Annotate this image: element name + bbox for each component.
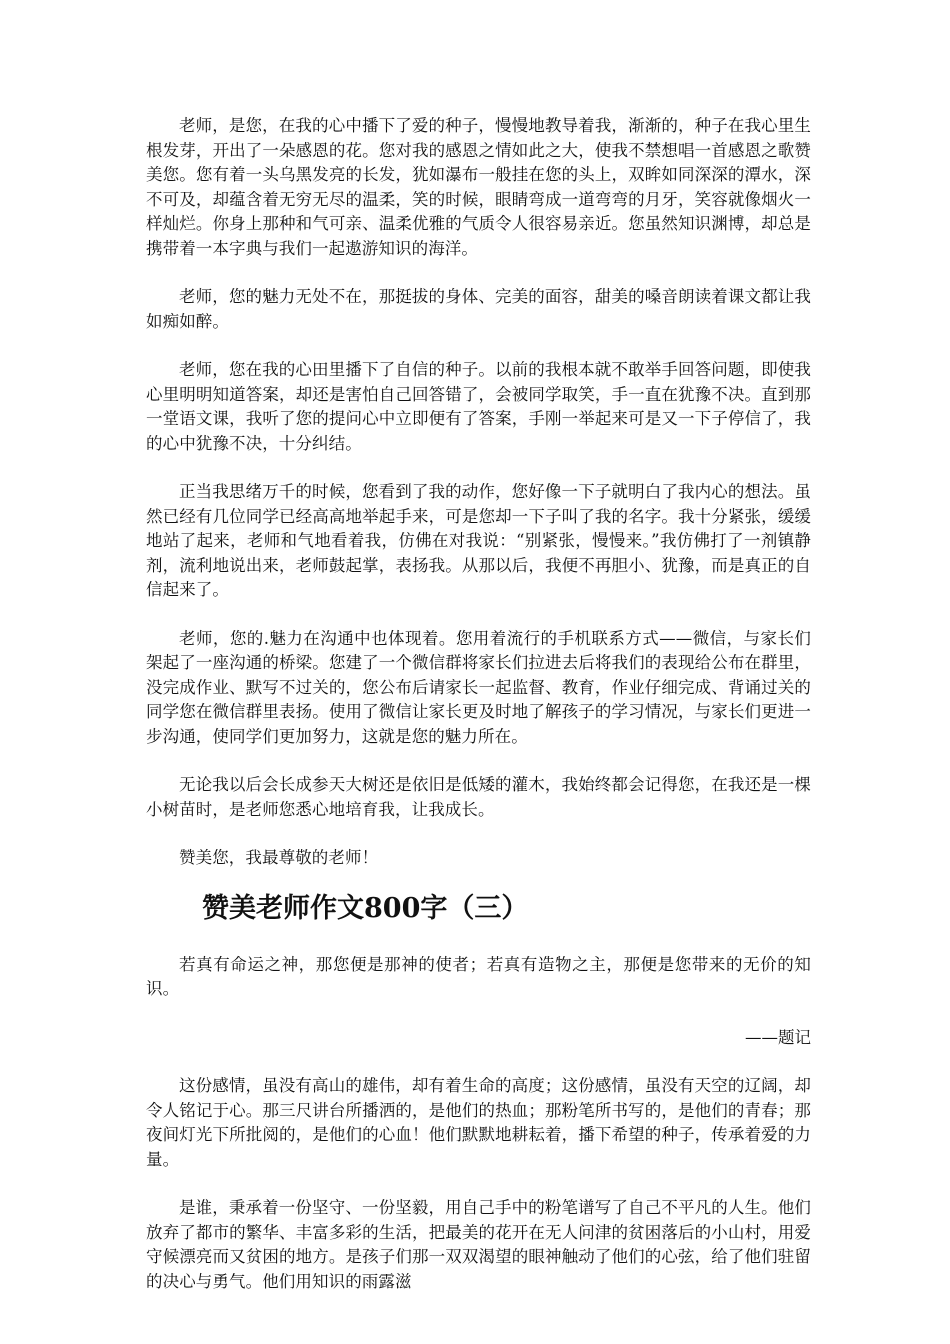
closing-line: 赞美您，我最尊敬的老师！ bbox=[179, 848, 379, 867]
paragraph-gap bbox=[146, 749, 811, 773]
epigraph: 若真有命运之神，那您便是那神的使者；若真有造物之主，那便是您带来的无价的知识。 bbox=[146, 954, 811, 998]
paragraph-gap bbox=[146, 334, 811, 358]
paragraph: 无论我以后会长成参天大树还是依旧是低矮的灌木，我始终都会记得您，在我还是一棵小树苗时，是老师您悉心地培育我，让我成长。 bbox=[146, 775, 811, 819]
epigraph-source: ——题记 bbox=[745, 1027, 811, 1047]
paragraph: 是谁，秉承着一份坚守、一份坚毅，用自己手中的粉笔谱写了自己不平凡的人生。他们放弃了都市的繁华、丰富多彩的生活，把最美的花开在无人问津的贫困落后的小山村，用爱守候漂亮而又贫困的地方。是孩子们那一双双渴望的眼神触动了他们的心弦，给了他们驻留的决心与勇气。他们用知识的雨露滋 bbox=[146, 1198, 811, 1291]
section-heading: 赞美老师作文800字（三） bbox=[202, 892, 529, 924]
paragraph: 正当我思绪万千的时候，您看到了我的动作，您好像一下子就明白了我内心的想法。虽然已经有几位同学已经高高地举起手来，可是您却一下子叫了我的名字。我十分紧张，缓缓地站了起来，老师和气地看着我，仿佛在对我说：“别紧张，慢慢来。”我仿佛打了一剂镇静剂，流利地说出来，老师鼓起掌，表扬我。从那以后，我便不再胆小、犹豫，而是真正的自信起来了。 bbox=[146, 482, 811, 599]
paragraph-gap bbox=[146, 1002, 811, 1026]
paragraph: 老师，您的魅力无处不在，那挺拔的身体、完美的面容，甜美的嗓音朗读着课文都让我如痴如醉。 bbox=[146, 287, 811, 331]
paragraph-gap bbox=[146, 603, 811, 627]
paragraph: 老师，您的.魅力在沟通中也体现着。您用着流行的手机联系方式——微信，与家长们架起了一座沟通的桥梁。您建了一个微信群将家长们拉进去后将我们的表现给公布在群里，没完成作业、默写不过关的，您公布后请家长一起监督、教育，作业仔细完成、背诵过关的同学您在微信群里表扬。使用了微信让家长更及时地了解孩子的学习情况，与家长们更进一步沟通，使同学们更加努力，这就是您的魅力所在。 bbox=[146, 628, 811, 746]
document-body bbox=[146, 114, 811, 1294]
paragraph-gap bbox=[146, 261, 811, 285]
paragraph-gap bbox=[146, 456, 811, 480]
paragraph: 老师，您在我的心田里播下了自信的种子。以前的我根本就不敢举手回答问题，即使我心里明明知道答案，却还是害怕自己回答错了，会被同学取笑，手一直在犹豫不决。直到那一堂语文课，我听了您的提问心中立即便有了答案，手刚一举起来可是又一下子停信了，我的心中犹豫不决，十分纠结。 bbox=[146, 360, 811, 453]
paragraph: 老师，是您，在我的心中播下了爱的种子，慢慢地教导着我，渐渐的，种子在我心里生根发芽，开出了一朵感恩的花。您对我的感恩之情如此之大，使我不禁想唱一首感恩之歌赞美您。您有着一头乌黑发亮的长发，犹如瀑布一般挂在您的头上，双眸如同深深的潭水，深不可及，却蕴含着无穷无尽的温柔，笑的时候，眼睛弯成一道弯弯的月牙，笑容就像烟火一样灿烂。你身上那种和气可亲、温柔优雅的气质令人很容易亲近。您虽然知识渊博，却总是携带着一本字典与我们一起遨游知识的海洋。 bbox=[146, 116, 811, 258]
paragraph-gap bbox=[146, 1050, 811, 1074]
paragraph-gap bbox=[146, 1172, 811, 1196]
paragraph-gap bbox=[146, 822, 811, 846]
paragraph: 这份感情，虽没有高山的雄伟，却有着生命的高度；这份感情，虽没有天空的辽阔，却令人铭记于心。那三尺讲台所播洒的，是他们的热血；那粉笔所书写的，是他们的青春；那夜间灯光下所批阅的，是他们的心血！他们默默地耕耘着，播下希望的种子，传承着爱的力量。 bbox=[146, 1076, 811, 1169]
